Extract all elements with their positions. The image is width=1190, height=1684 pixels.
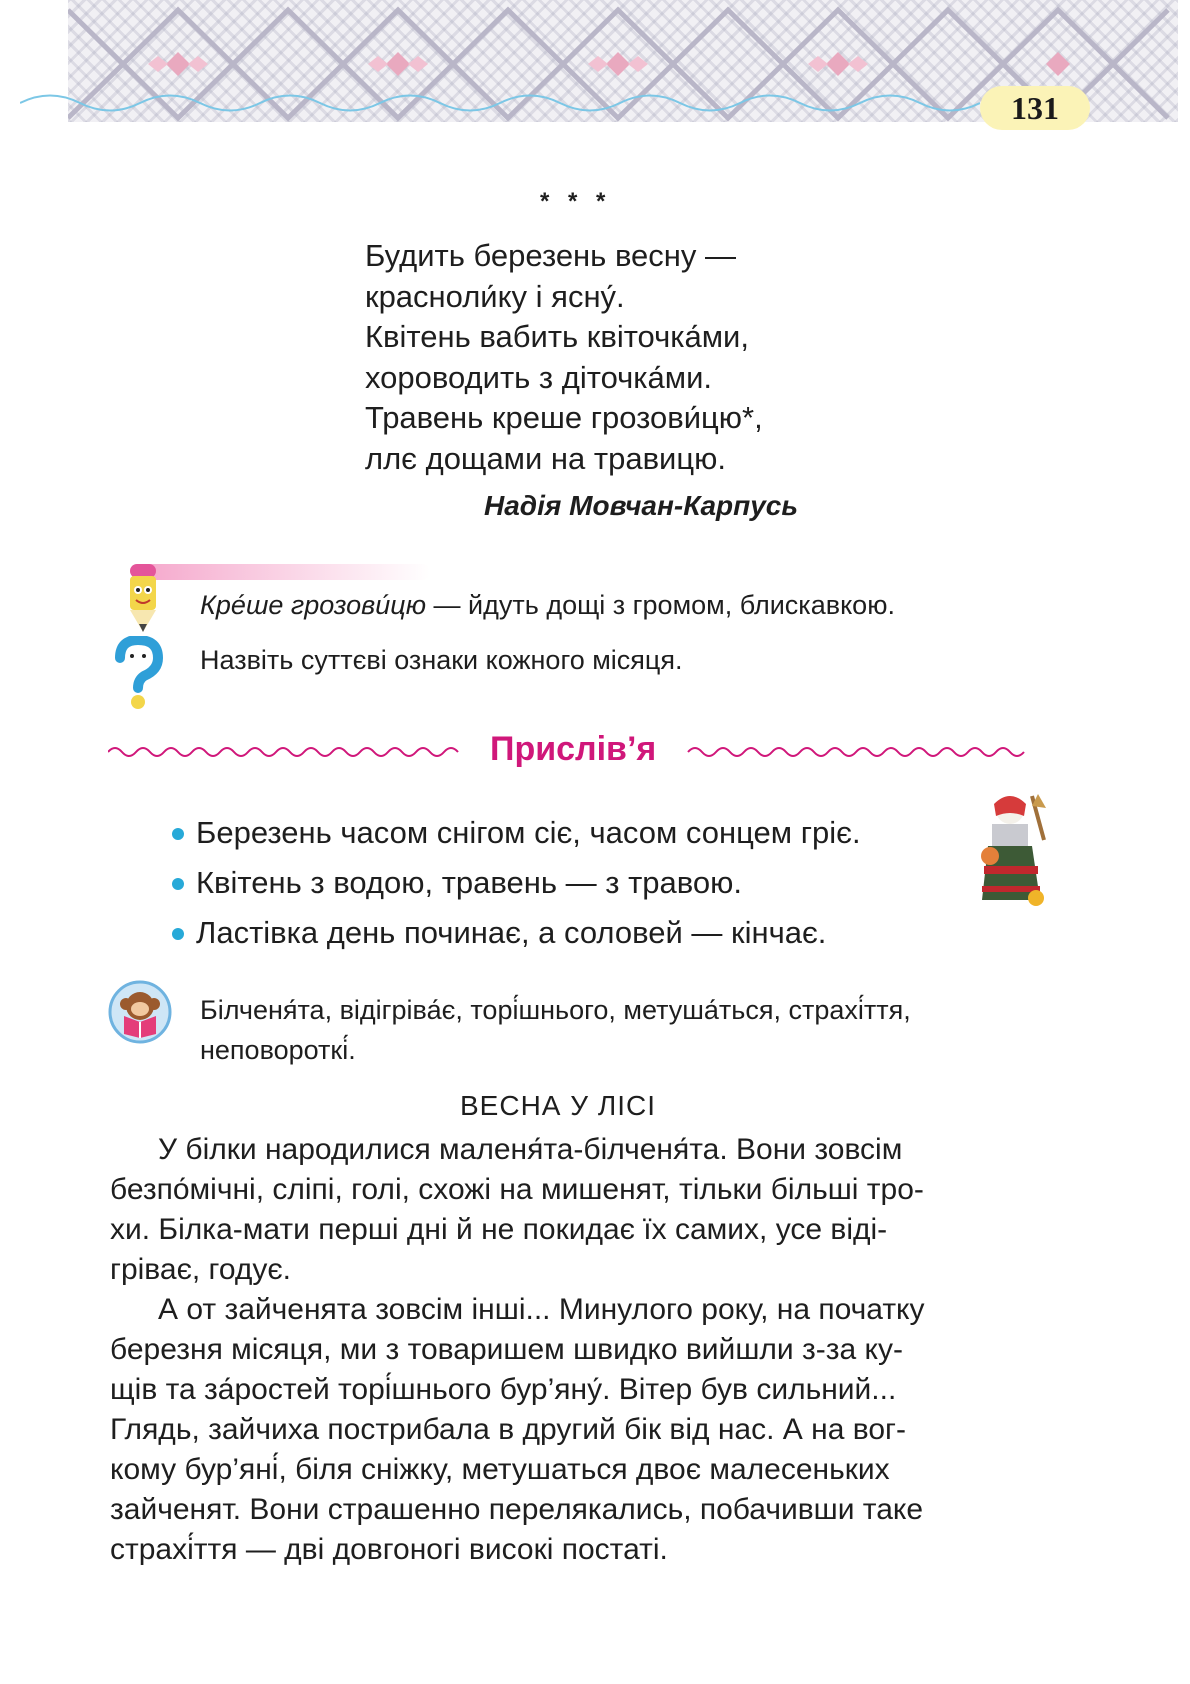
- story-title: ВЕСНА У ЛІСІ: [460, 1090, 656, 1121]
- story-line: безпо́мічні, сліпі, голі, схожі на мишенят, тільки більші тро-: [110, 1173, 924, 1206]
- story-line: А от зайченята зовсім інші... Минулого року, на початку: [158, 1293, 925, 1326]
- folk-doll-image: [980, 790, 1050, 910]
- proverb-item: [172, 858, 861, 908]
- story-line: страхі́ття — дві довгоногі високі постаті.: [110, 1533, 668, 1566]
- vocabulary-note: [200, 590, 895, 621]
- poem-line: Квітень вабить квіточка́ми,: [365, 319, 749, 354]
- page-number-badge: [980, 86, 1090, 130]
- bullet-icon: [172, 878, 184, 890]
- note-highlight-bar: [140, 564, 430, 580]
- note-term: Кре́ше грозови́цю: [200, 590, 427, 620]
- reading-words-line: Білченя́та, відігріва́є, торі́шнього, метуша́ться, страхі́ття,: [200, 995, 911, 1025]
- page-number: 131: [1011, 89, 1059, 126]
- poem-author: Надія Мовчан-Карпусь: [484, 490, 798, 521]
- bullet-icon: [172, 828, 184, 840]
- poem: [365, 236, 763, 479]
- proverb-item: [172, 908, 861, 958]
- proverb-item: [172, 808, 861, 858]
- poem-line: Будить березень весну —: [365, 238, 737, 273]
- story-line: У білки народилися маленя́та-білченя́та. Вони зовсім: [158, 1133, 903, 1166]
- question-text: Назвіть суттєві ознаки кожного місяця.: [200, 645, 683, 675]
- story-line: хи. Білка-мати перші дні й не покидає їх самих, усе віді-: [110, 1213, 888, 1246]
- poem-line: ллє дощами на травицю.: [365, 440, 726, 476]
- pencil-character-icon: [126, 562, 160, 634]
- reading-monkey-icon: [108, 980, 172, 1044]
- story-line: зайченят. Вони страшенно перелякались, побачивши таке: [110, 1493, 924, 1526]
- story-text: [110, 1130, 1045, 1570]
- proverb-text: Березень часом снігом сіє, часом сонцем гріє.: [196, 815, 861, 850]
- story-line: гріває, годує.: [110, 1253, 292, 1286]
- proverbs-list: [172, 808, 861, 958]
- poem-line: красноли́ку і ясну́.: [365, 278, 625, 314]
- story-line: березня місяця, ми з товаришем швидко вийшли з-за ку-: [110, 1333, 903, 1366]
- proverb-text: Ластівка день починає, а соловей — кінчає.: [196, 915, 827, 950]
- story-line: щів та за́ростей торі́шнього бур’яну́. Вітер був сильний...: [110, 1373, 897, 1406]
- note-definition: — йдуть дощі з громом, блискавкою.: [426, 590, 895, 620]
- proverbs-heading: Прислів’я: [484, 730, 662, 769]
- poem-line: хороводить з діточка́ми.: [365, 359, 713, 395]
- bullet-icon: [172, 928, 184, 940]
- story-line: кому бур’яні́, біля сніжку, метушаться двоє малесеньких: [110, 1453, 890, 1486]
- proverb-text: Квітень з водою, травень — з травою.: [196, 865, 742, 900]
- poem-line: Травень креше грозови́цю*,: [365, 400, 763, 435]
- story-line: Глядь, зайчиха пострибала в другий бік від нас. А на вог-: [110, 1413, 906, 1446]
- reading-words-line: неповороткі́.: [200, 1035, 356, 1065]
- poem-ornament: * * *: [540, 188, 612, 215]
- reading-words: [200, 990, 911, 1070]
- header-wave-line: [20, 88, 980, 118]
- question-mark-icon: [110, 636, 166, 712]
